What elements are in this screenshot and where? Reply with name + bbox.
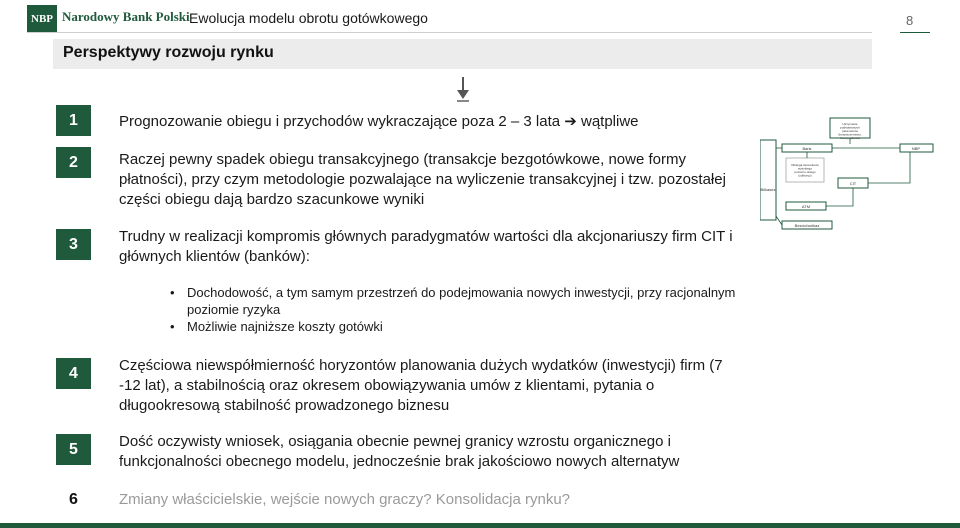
diagram-left-box: Bilkasez [760, 187, 776, 192]
down-arrow-icon [455, 75, 471, 103]
diagram-cit-box: CIT [849, 181, 857, 186]
diagram-middle-note: Obsługa stosunkowo wysokiego poziomu obiegu (odbiorcy) [791, 163, 819, 178]
header-divider-accent [900, 32, 930, 33]
item-2-number: 2 [56, 147, 91, 178]
bullet-item: • Możliwie najniższe koszty gotówki [170, 318, 750, 335]
item-2-text: Raczej pewny spadek obiegu transakcyjnego (transakcje bezgotówkowe, nowe formy płatności), przy czym metodologie pozwalające na wyliczenie transakcyjnej i tzw. pozostałej części obiegu dają bardzo szacunkowe wyniki [119, 151, 726, 208]
item-5-number: 5 [56, 434, 91, 465]
footer-bar [0, 523, 960, 528]
item-5-text: Dość oczywisty wniosek, osiągania obecnie pewnej granicy wzrostu organicznego i funkcjonalności obecnego modelu, jednocześnie brak jakościowo nowych alternatyw [119, 433, 680, 470]
cash-flow-diagram [760, 116, 935, 236]
item-3-number: 3 [56, 229, 91, 260]
diagram-bank-box: Bank [802, 146, 812, 151]
nbp-logo-mark: NBP [27, 5, 57, 32]
item-1-text: Prognozowanie obiegu i przychodów wykraczające poza 2 – 3 lata ➔ wątpliwe [119, 113, 639, 130]
item-4-text: Częściowa niewspółmierność horyzontów planowania dużych wydatków (inwestycji) firm (7 -12 lat), a stabilnością oraz okresem obowiązywania umów z klientami, pytania o długookresową stabilność prowadzonego biznesu [119, 357, 723, 414]
diagram-atm-box: ATM [801, 204, 811, 209]
header-divider [27, 32, 872, 33]
item-1-number: 1 [56, 105, 91, 136]
item-3-text: Trudny w realizacji kompromis głównych paradygmatów wartości dla akcjonariuszy firm CIT i głównych klientów (banków): [119, 228, 733, 265]
diagram-goal-note: Utrzymanie podstawowych parametrów (bezpieczeństwo, koszty, jakość) [838, 122, 862, 140]
slide-subtitle: Perspektywy rozwoju rynku [53, 39, 872, 69]
item-4-number: 4 [56, 358, 91, 389]
nbp-logo-name: Narodowy Bank Polski [62, 9, 190, 24]
item-3-bullets [170, 284, 750, 335]
page-number: 8 [906, 13, 914, 28]
diagram-nbp-box: NBP [911, 146, 921, 151]
item-6-number: 6 [69, 490, 78, 508]
diagram-bottom-box: Bezcichorikaz [794, 223, 820, 228]
presentation-title: Ewolucja modelu obrotu gotówkowego [189, 10, 428, 26]
item-6-text: Zmiany właścicielskie, wejście nowych graczy? Konsolidacja rynku? [119, 491, 571, 508]
bullet-item: • Dochodowość, a tym samym przestrzeń do podejmowania nowych inwestycji, przy racjonalnym poziomie ryzyka [170, 284, 750, 318]
